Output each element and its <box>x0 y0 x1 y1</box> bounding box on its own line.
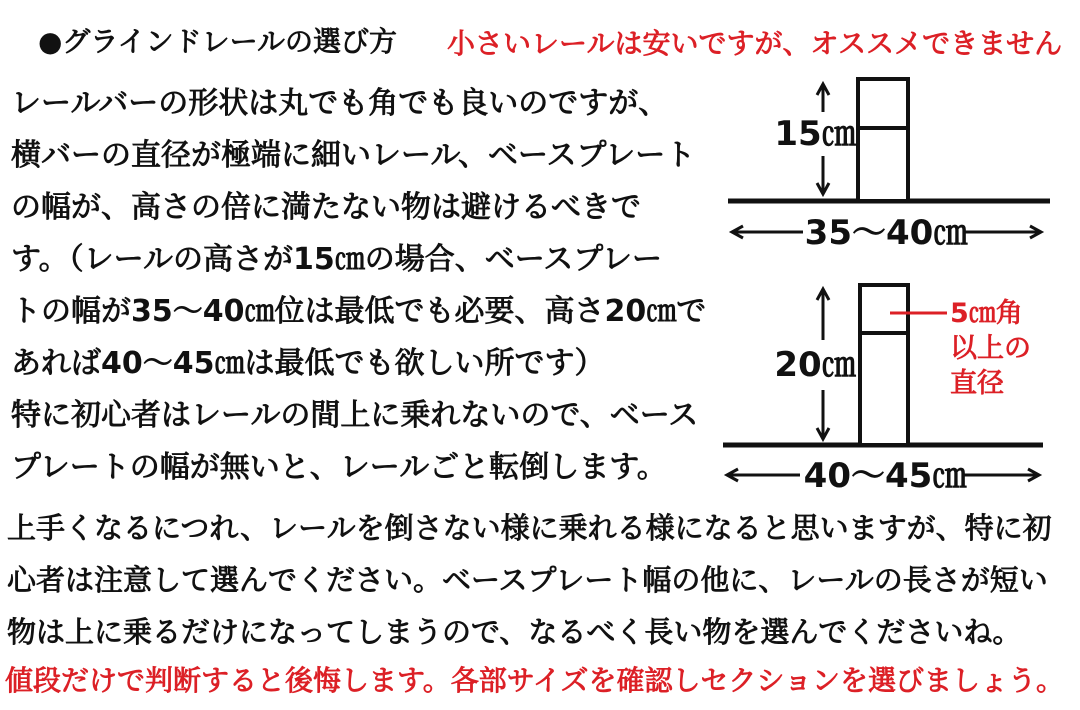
height-label: 15㎝ <box>774 114 856 154</box>
width-label: 35～40㎝ <box>804 213 968 253</box>
rail-post <box>858 79 908 201</box>
paragraph-line: 特に初心者はレールの間上に乗れないので、ベース <box>11 398 699 433</box>
annotation-line: 直径 <box>950 368 1004 399</box>
paragraph-line: あれば40～45㎝は最低でも欲しい所です） <box>11 346 605 381</box>
closing-paragraph <box>7 502 1052 658</box>
annotation-line: 以上の <box>950 333 1031 364</box>
top-warning-note: 小さいレールは安いですが、オススメできません <box>447 27 1063 60</box>
paragraph-line: の幅が、高さの倍に満たない物は避けるべきで <box>11 190 641 225</box>
rail-post <box>860 285 908 445</box>
width-label: 40～45㎝ <box>803 456 967 495</box>
paragraph-line: す。（レールの高さが15㎝の場合、ベースプレー <box>11 242 663 277</box>
rail-diagram-15cm <box>708 72 1058 262</box>
paragraph-line: 上手くなるにつれ、レールを倒さない様に乗れる様になると思いますが、特に初 <box>7 511 1052 545</box>
paragraph-line: 心者は注意して選んでください。ベースプレート幅の他に、レールの長さが短い <box>7 563 1048 597</box>
paragraph-line: トの幅が35～40㎝位は最低でも必要、高さ20㎝で <box>11 294 707 329</box>
paragraph-line: 横バーの直径が極端に細いレール、ベースプレート <box>11 138 696 173</box>
intro-paragraph <box>11 78 706 494</box>
annotation-line: 5㎝角 <box>950 298 1023 329</box>
paragraph-line: プレートの幅が無いと、レールごと転倒します。 <box>11 450 667 485</box>
page-title: ●グラインドレールの選び方 <box>38 25 398 58</box>
height-label: 20㎝ <box>774 345 856 385</box>
rail-thickness-annotation <box>950 296 1031 401</box>
paragraph-line: 物は上に乗るだけになってしまうので、なるべく長い物を選んでくださいね。 <box>7 615 1022 649</box>
paragraph-line: レールバーの形状は丸でも角でも良いのですが、 <box>11 86 669 121</box>
bottom-warning-note: 値段だけで判断すると後悔します。各部サイズを確認しセクションを選びましょう。 <box>5 664 1064 697</box>
